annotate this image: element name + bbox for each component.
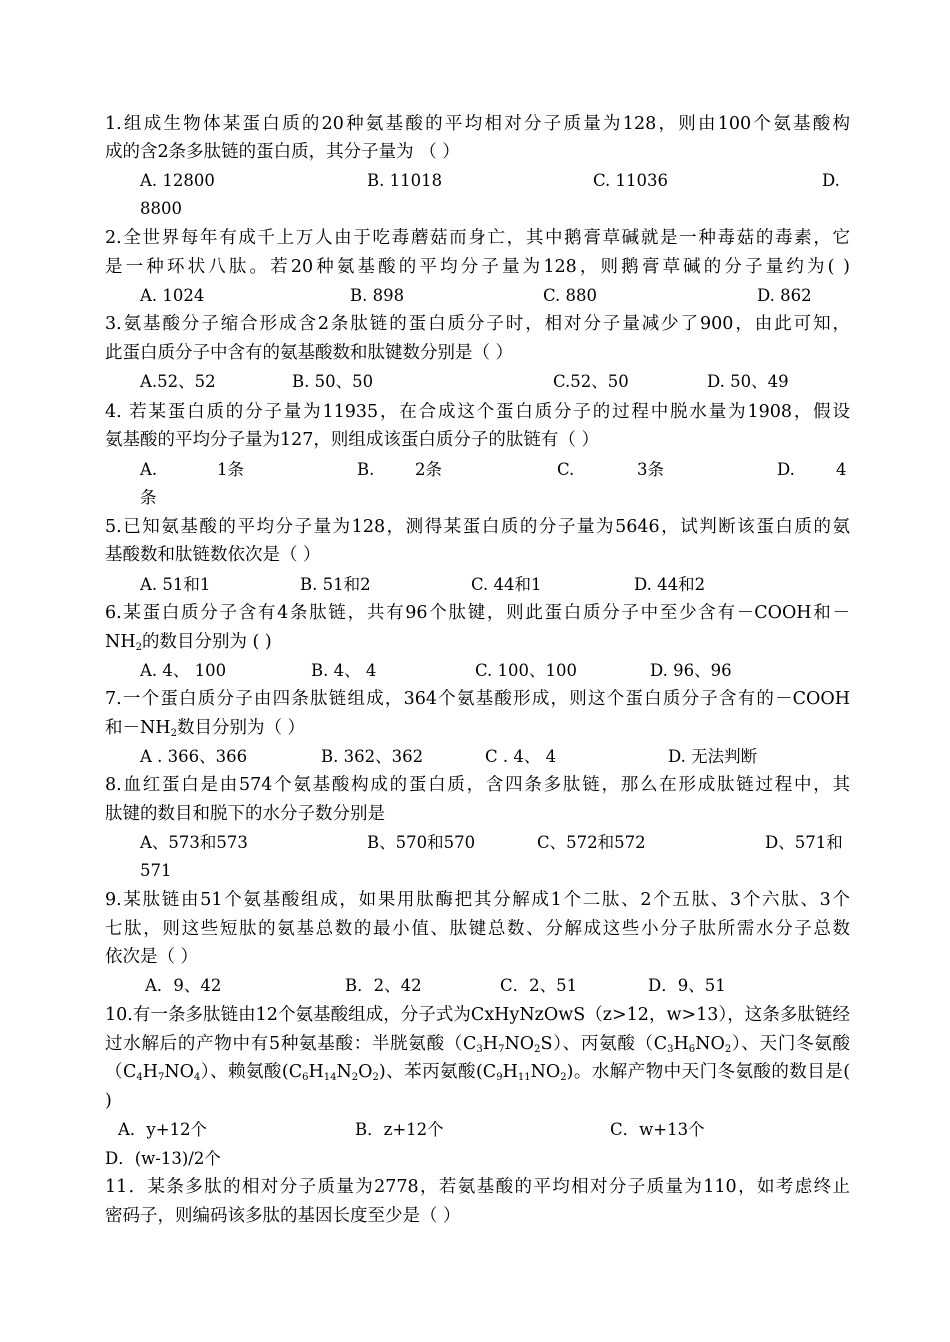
question-6-line-1: 6.某蛋白质分子含有4条肽链，共有96个肽键，则此蛋白质分子中至少含有－COOH和－ [105, 603, 850, 623]
question-10-line-1: 10.有一条多肽链由12个氨基酸组成，分子式为CxHyNzOwS（z>12，w>13），这条多肽链经 [105, 1005, 850, 1025]
question-7-line-1: 7.一个蛋白质分子由四条肽链组成，364个氨基酸形成，则这个蛋白质分子含有的－COOH [105, 689, 850, 709]
q2-option-c: C. 880 [543, 286, 598, 305]
question-2-line-2: 是一种环状八肽。若20种氨基酸的平均分子量为128，则鹅膏草碱的分子量约为( ) [105, 257, 850, 277]
question-8-line-2: 肽键的数目和脱下的水分子数分别是 [105, 804, 385, 824]
q7-option-b: B. 362、362 [321, 747, 424, 766]
q4-option-b-text: 2条 [415, 460, 442, 479]
q4-option-a-text: 1条 [217, 460, 244, 479]
question-1-line-1: 1.组成生物体某蛋白质的20种氨基酸的平均相对分子质量为128，则由100个氨基酸构 [105, 114, 850, 134]
question-9-line-1: 9.某肽链由51个氨基酸组成，如果用肽酶把其分解成1个二肽、2个五肽、3个六肽、3个 [105, 890, 850, 910]
question-11-line-2: 密码子，则编码该多肽的基因长度至少是（ ） [105, 1206, 461, 1226]
q4-option-c-text: 3条 [637, 460, 664, 479]
q1-option-a: A. 12800 [140, 171, 215, 190]
q1-option-c: C. 11036 [593, 171, 669, 190]
q4-option-d-letter: D. [777, 460, 795, 479]
q5-option-d: D. 44和2 [634, 575, 706, 594]
question-9-line-2: 七肽，则这些短肽的氨基总数的最小值、肽键总数、分解成这些小分子肽所需水分子总数 [105, 919, 850, 939]
q1-option-d-value: 8800 [140, 199, 182, 218]
q2-option-d: D. 862 [757, 286, 812, 305]
q9-option-a: A．9、42 [145, 976, 222, 995]
q7-line-2-rest: 数目分别为（ ） [176, 718, 306, 738]
q9-option-d: D．9、51 [648, 976, 726, 995]
question-7-line-2 [105, 714, 850, 742]
q3-option-a: A.52、52 [140, 372, 216, 391]
q9-option-b: B．2、42 [345, 976, 422, 995]
q6-nh-subscript: 2 [135, 642, 142, 653]
q5-option-b: B. 51和2 [300, 575, 371, 594]
question-10-line-2: 过水解后的产物中有5种氨基酸：半胱氨酸$(C_3H_7NO_2S)$、丙氨酸$(C_3H_6NO_2)$、天门冬氨酸 [105, 1034, 851, 1055]
q7-option-d: D. 无法判断 [668, 747, 758, 766]
question-1-line-2: 成的含2条多肽链的蛋白质，其分子量为 （ ） [105, 142, 460, 162]
q8-option-c: C、572和572 [537, 833, 646, 852]
q6-option-b: B. 4、 4 [311, 661, 377, 680]
q10-option-b: B．z+12个 [355, 1120, 444, 1139]
q4-option-b-letter: B. [357, 460, 375, 479]
q6-option-c: C. 100、100 [475, 661, 578, 680]
question-6-line-2 [105, 628, 850, 656]
q7-option-a: A . 366、366 [140, 747, 248, 766]
question-3-line-2: 此蛋白质分子中含有的氨基酸数和肽键数分别是（ ） [105, 343, 514, 363]
question-9-line-3: 依次是（ ） [105, 947, 199, 967]
q10-option-a: A．y+12个 [118, 1120, 208, 1139]
q9-option-c: C．2、51 [500, 976, 578, 995]
q7-nh-text: 和－NH [105, 718, 171, 738]
q3-option-d: D. 50、49 [707, 372, 789, 391]
q1-option-d: D. [822, 171, 840, 190]
q7-nh-subscript: 2 [170, 728, 177, 739]
q8-option-d-wrap: 571 [140, 861, 172, 880]
question-3-line-1: 3.氨基酸分子缩合形成含2条肽链的蛋白质分子时，相对分子量减少了900，由此可知， [105, 314, 850, 334]
q2-option-a: A. 1024 [140, 286, 205, 305]
q4-option-a-letter: A. [140, 460, 158, 479]
q6-nh-text: NH [105, 632, 136, 652]
question-10-line-3: $(C_4H_7NO_4)$、赖氨酸$(C_6H_{14}N_2O_2)$、苯丙氨酸$(C_9H_{11}NO_2)$。水解产物中天门冬氨酸的数目是( [105, 1062, 851, 1083]
q8-option-b: B、570和570 [367, 833, 476, 852]
q1-option-b: B. 11018 [367, 171, 443, 190]
q7-option-c: C . 4、 4 [485, 747, 557, 766]
q6-option-d: D. 96、96 [650, 661, 732, 680]
q6-line-2-rest: 的数目分别为 ( ) [141, 632, 272, 652]
q3-option-c: C.52、50 [553, 372, 629, 391]
q5-option-a: A. 51和1 [140, 575, 211, 594]
q6-option-a: A. 4、 100 [140, 661, 227, 680]
q10-option-d: D．(w-13)/2个 [105, 1149, 221, 1168]
q4-option-c-letter: C. [557, 460, 575, 479]
question-8-line-1: 8.血红蛋白是由574个氨基酸构成的蛋白质，含四条多肽链，那么在形成肽链过程中，其 [105, 775, 850, 795]
q4-option-d-text-wrap: 条 [140, 488, 157, 507]
q5-option-c: C. 44和1 [471, 575, 542, 594]
question-5-line-1: 5.已知氨基酸的平均分子量为128，测得某蛋白质的分子量为5646，试判断该蛋白质的氨 [105, 517, 850, 537]
q8-option-d: D、571和 [765, 833, 843, 852]
q4-option-d-text: 4 [836, 460, 847, 479]
question-4-line-1: 4. 若某蛋白质的分子量为11935，在合成这个蛋白质分子的过程中脱水量为1908，假设 [105, 402, 850, 422]
question-11-line-1: 11．某条多肽的相对分子质量为2778，若氨基酸的平均相对分子质量为110，如考虑终止 [105, 1177, 850, 1197]
question-4-line-2: 氨基酸的平均分子量为127，则组成该蛋白质分子的肽链有（ ） [105, 430, 599, 450]
question-2-line-1: 2.全世界每年有成千上万人由于吃毒蘑菇而身亡，其中鹅膏草碱就是一种毒菇的毒素，它 [105, 228, 850, 248]
question-10-line-4: ) [105, 1091, 112, 1111]
q2-option-b: B. 898 [350, 286, 405, 305]
q8-option-a: A、573和573 [140, 833, 248, 852]
q10-option-c: C．w+13个 [610, 1120, 705, 1139]
q3-option-b: B. 50、50 [292, 372, 374, 391]
question-5-line-2: 基酸数和肽链数依次是（ ） [105, 545, 321, 565]
